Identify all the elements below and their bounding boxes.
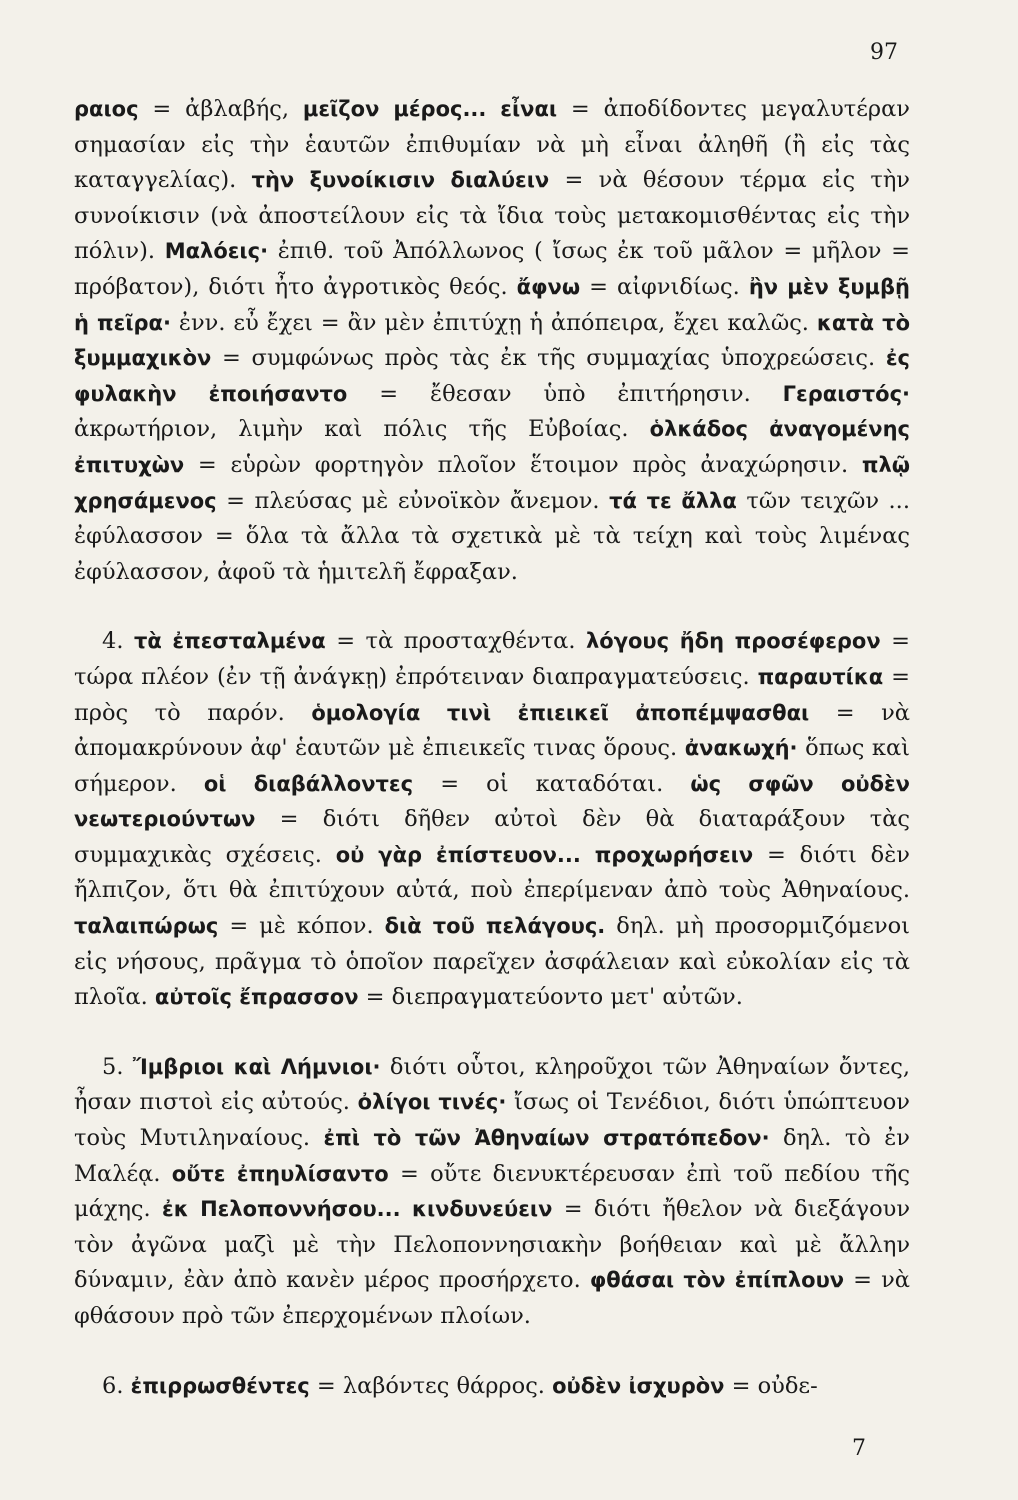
gloss-text: = συμφώνως πρὸς τὰς ἐκ τῆς συμμαχίας ὑποχρεώσεις. [211, 345, 886, 372]
gloss-text: δηλ. τὸ ἐν Μαλέᾳ. [74, 1125, 910, 1187]
gloss-text: ἐπιθ. τοῦ Ἀπόλλωνος ( ἴσως ἐκ τοῦ μᾶλον = μῆλον = πρόβατον), διότι ἦτο ἀγροτικὸς θεός. [74, 238, 911, 300]
gloss-text: = ἀποδίδοντες μεγαλυτέραν σημασίαν εἰς τὴν ἑαυτῶν ἐπιθυμίαν νὰ μὴ εἶναι ἀληθῆ (ἢ εἰς τὰς καταγγελίας). [74, 96, 910, 194]
paragraph-6 [74, 1369, 910, 1405]
gloss-text: τῶν τειχῶν ... ἐφύλασσον = ὅλα τὰ ἄλλα τὰ σχετικὰ μὲ τὰ τείχη καὶ τοὺς λιμένας ἐφύλασσον, ἀφοῦ τὰ ἡμιτελῆ ἔφραξαν. [74, 487, 910, 585]
lemma-term: Ἴμβριοι καὶ Λήμνιοι· [132, 1054, 381, 1079]
lemma-term: φθάσαι τὸν ἐπίπλουν [589, 1268, 845, 1293]
gloss-text: ἴσως οἱ Τενέδιοι, διότι ὑπώπτευον τοὺς Μυτιληναίους. [74, 1089, 910, 1152]
gloss-text: = οὐδε- [724, 1372, 818, 1399]
gloss-text: δηλ. μὴ προσορμιζόμενοι εἰς νήσους, πρᾶγμα τὸ ὁποῖον παρεῖχεν ἀσφάλειαν καὶ εὐκολίαν εἰς τὰ πλοῖα. [74, 913, 911, 1011]
gloss-text: = νὰ ἀπομακρύνουν ἀφ' ἑαυτῶν μὲ ἐπιεικεῖς τινας ὅρους. [74, 699, 911, 762]
gloss-text: ἀκρωτήριον, λιμὴν καὶ πόλις τῆς Εὐβοίας. [74, 416, 650, 443]
paragraph-5 [74, 1050, 910, 1335]
lemma-term: τά τε ἄλλα [609, 488, 737, 513]
gloss-text: 5. [102, 1053, 133, 1080]
gloss-text: = νὰ φθάσουν πρὸ τῶν ἐπερχομένων πλοίων. [74, 1267, 910, 1329]
lemma-term: ἐπιρρωσθέντες [130, 1373, 310, 1398]
gloss-text: = τώρα πλέον (ἐν τῇ ἀνάγκῃ) ἐπρότειναν διαπραγματεύσεις. [74, 628, 910, 690]
lemma-term: οὔτε ἐπηυλίσαντο [171, 1161, 389, 1186]
lemma-term: ταλαιπώρως [74, 914, 219, 939]
gloss-text: = εὑρὼν φορτηγὸν πλοῖον ἕτοιμον πρὸς ἀναχώρησιν. [184, 451, 862, 478]
lemma-term: εἶναι [500, 97, 558, 121]
gloss-text: = πρὸς τὸ παρόν. [74, 663, 910, 726]
gloss-text: = αἰφνιδίως. [580, 273, 749, 300]
paragraph-3 [74, 92, 910, 590]
lemma-term: Μαλόεις· [164, 239, 269, 264]
gloss-text: = ἀβλαβής, [138, 96, 303, 122]
lemma-term: ὁλκάδος ἀναγομένης ἐπιτυχὼν [74, 417, 910, 477]
lemma-term: τὰ ἐπεσταλμένα [133, 629, 326, 654]
gloss-text: = διότι δὲν ἤλπιζον, ὅτι θὰ ἐπιτύχουν αὐτά, ποὺ ἐπερίμεναν ἀπὸ τοὺς Ἀθηναίους. [74, 841, 910, 904]
gloss-text: = διότι ἤθελον νὰ διεξάγουν τὸν ἀγῶνα μαζὶ μὲ τὴν Πελοποννησιακὴν βοήθειαν καὶ μὲ ἄλλην δύναμιν, ἐὰν ἀπὸ κανὲν μέρος προσήρχετο. [74, 1196, 911, 1294]
lemma-term: Γεραιστός· [782, 381, 910, 406]
lemma-term: παραυτίκα [757, 664, 884, 689]
lemma-term: κατὰ τὸ ξυμμαχικὸν [74, 310, 910, 371]
lemma-term: ὡς σφῶν οὐδὲν νεωτεριούντων [74, 771, 910, 832]
lemma-term: διὰ τοῦ πελάγους. [384, 914, 606, 939]
gloss-text: 4. [102, 628, 134, 655]
page-number: 97 [870, 40, 898, 65]
lemma-term: πλῷ χρησάμενος [74, 452, 910, 513]
commentary-text [74, 92, 910, 1404]
lemma-term: ἐς φυλακὴν ἐποιήσαντο [74, 346, 910, 406]
lemma-term: οὐδὲν ἰσχυρὸν [552, 1373, 725, 1398]
gloss-text: ὅπως καὶ σήμερον. [74, 735, 910, 797]
gloss-text [486, 96, 500, 122]
paragraph-4 [74, 624, 910, 1016]
lemma-term: λόγους ἤδη προσέφερον [585, 629, 881, 654]
gloss-text: = μὲ κόπον. [218, 913, 385, 940]
lemma-term: ἢν μὲν ξυμβῇ ἡ πεῖρα· [74, 274, 910, 335]
gloss-text: 6. [102, 1372, 131, 1399]
gloss-text: = οἱ καταδόται. [413, 770, 691, 797]
lemma-term: αὐτοῖς ἔπρασσον [154, 985, 359, 1010]
lemma-term: ἐπὶ τὸ τῶν Ἀθηναίων στρατόπεδον· [323, 1126, 770, 1151]
gloss-text: = οὔτε διενυκτέρευσαν ἐπὶ τοῦ πεδίου τῆς μάχης. [74, 1160, 910, 1223]
lemma-term: μεῖζον μέρος... [302, 97, 487, 121]
gloss-text: = λαβόντες θάρρος. [309, 1372, 553, 1399]
lemma-term: ὁμολογία τινὶ ἐπιεικεῖ ἀποπέμψασθαι [311, 700, 810, 725]
lemma-term: οἱ διαβάλλοντες [203, 771, 414, 796]
lemma-term: ραιος [74, 97, 139, 121]
gloss-text: = πλεύσας μὲ εὐνοϊκὸν ἄνεμον. [216, 487, 610, 514]
lemma-term: ἀνακωχή· [684, 736, 798, 761]
gloss-text: = ἔθεσαν ὑπὸ ἐπιτήρησιν. [347, 380, 783, 407]
lemma-term: οὐ γὰρ ἐπίστευον... προχωρήσειν [335, 842, 754, 867]
signature-mark: 7 [852, 1436, 866, 1461]
lemma-term: ὀλίγοι τινές· [357, 1090, 507, 1115]
lemma-term: τὴν ξυνοίκισιν διαλύειν [251, 168, 550, 193]
gloss-text: διότι οὗτοι, κληροῦχοι τῶν Ἀθηναίων ὄντες, ἦσαν πιστοὶ εἰς αὐτούς. [74, 1053, 911, 1116]
gloss-text: ἐνν. εὖ ἔχει = ἂν μὲν ἐπιτύχῃ ἡ ἀπόπειρα, ἔχει καλῶς. [170, 309, 817, 336]
gloss-text: = διεπραγματεύοντο μετ' αὐτῶν. [358, 984, 743, 1011]
gloss-text: = διότι δῆθεν αὐτοὶ δὲν θὰ διαταράξουν τὰς συμμαχικὰς σχέσεις. [74, 806, 910, 868]
gloss-text: = τὰ προσταχθέντα. [325, 628, 586, 655]
lemma-term: ἄφνω [516, 274, 581, 299]
lemma-term: ἐκ Πελοποννήσου... κινδυνεύειν [162, 1197, 553, 1222]
gloss-text: = νὰ θέσουν τέρμα εἰς τὴν συνοίκισιν (νὰ ἀποστείλουν εἰς τὰ ἴδια τοὺς μετακομισθέντας εἰς τὴν πόλιν). [74, 167, 910, 265]
